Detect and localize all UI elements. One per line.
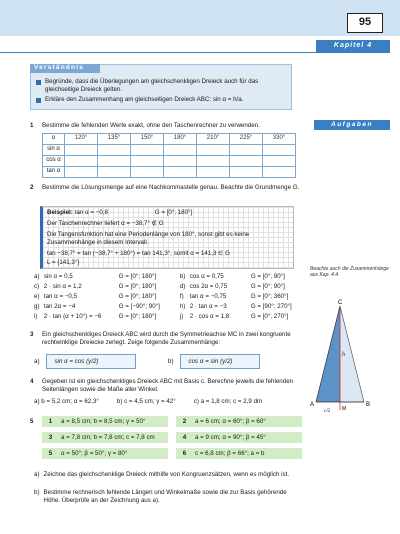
example-equation: tan α = −0,8 — [74, 209, 108, 216]
task4-part: a) b = 5,2 cm; α = 62,3° — [34, 398, 99, 405]
part-text: Zeichne das gleichschenklige Dreieck mithilfe von Kongruenzsätzen, wenn es möglich ist. — [43, 471, 290, 478]
table-header-cell: 120° — [65, 134, 98, 145]
part-label: g) — [34, 303, 40, 311]
task-number: 3 — [30, 331, 34, 338]
domain: G = [−90°; 90°] — [118, 303, 160, 311]
example-line: Die Tangensfunktion hat eine Periodenlänge von 180°, sonst gibt es keine Zusammenhänge in diesem Intervall. — [47, 231, 250, 246]
part-label: d) — [179, 283, 186, 291]
task-number: 2 — [30, 184, 34, 191]
dataset-text: a = 8,5 cm; b = 8,5 cm; γ = 50° — [61, 417, 146, 425]
table-header-cell: 225° — [230, 134, 263, 145]
task5-a — [34, 471, 302, 479]
dataset-number: 5 — [48, 449, 53, 457]
header-band — [0, 0, 400, 36]
domain: G = [0°; 180°] — [118, 283, 157, 291]
dataset-text: a = 7,8 cm; b = 7,8 cm; c = 7,8 cm — [61, 433, 155, 441]
part-label: b) — [179, 273, 186, 281]
example-line: Der Taschenrechner liefert α = −38,7° ∉ G — [47, 220, 164, 227]
formula-box: cos α = sin (γ/2) — [180, 354, 260, 369]
formula-a — [34, 354, 136, 369]
part-label: f) — [179, 293, 184, 301]
equation-row — [34, 312, 306, 322]
task-text: Bestimme die fehlenden Werte exakt, ohne den Taschenrechner zu verwenden. — [42, 122, 260, 129]
task-text: Ein gleichschenkliges Dreieck ABC wird durch die Symmetrieachse MC in zwei kongruente rechtwinklige Dreiecke zerlegt. Zeige folgende Zusammenhänge: — [42, 331, 291, 346]
table-cell — [65, 145, 98, 156]
table-cell — [230, 156, 263, 167]
equation: sin α = 0,5 — [43, 273, 73, 281]
equation: tan α = −0,5 — [43, 293, 78, 301]
example-line: L = {141,3°} — [47, 259, 80, 266]
task4-part: b) c = 4,5 cm; γ = 42° — [116, 398, 176, 405]
example-line: tan −38,7° = tan (−38,7° + 180°) = tan 141,3°, somit α = 141,3 ∈ G — [47, 250, 230, 257]
equation: 2 · cos α = 1,8 — [189, 313, 230, 321]
table-cell — [263, 167, 296, 178]
verstaendnis-item — [36, 96, 288, 104]
height-label: h — [342, 352, 345, 358]
dataset-number: 1 — [48, 417, 53, 425]
part-text: Bestimme rechnerisch fehlende Längen und Winkelmaße sowie die zur Basis gehörende Höhe. Überprüfe an der Zeichnung aus a). — [43, 489, 287, 504]
table-cell — [263, 145, 296, 156]
vertex-b-label: B — [366, 402, 371, 408]
formula-b — [168, 354, 260, 369]
dataset-item — [42, 448, 168, 459]
equation-row — [34, 272, 306, 282]
verstaendnis-item-text: Begründe, dass die Überlegungen am gleichschenkligen Dreieck auch für das gleichseitige Dreieck gelten. — [45, 78, 259, 93]
domain: G = [90°; 270°] — [250, 303, 292, 311]
part-label: b) — [34, 489, 40, 496]
table-header-cell: 180° — [164, 134, 197, 145]
equation-row — [34, 302, 306, 312]
dataset-text: a = 6 cm; α = 60°; β = 60° — [195, 417, 266, 425]
task-number: 4 — [30, 378, 34, 385]
table-header-row — [43, 134, 296, 145]
equation-row — [34, 282, 306, 292]
part-label: c) — [34, 283, 40, 291]
table-cell — [197, 156, 230, 167]
domain: G = [0°; 180°] — [118, 313, 157, 321]
part-label: h) — [179, 303, 186, 311]
example-line — [47, 209, 287, 217]
dataset-text: α = 50°; β = 50°; γ = 80° — [61, 449, 128, 457]
part-label: e) — [34, 293, 40, 301]
domain: G = [0°; 90°] — [250, 283, 285, 291]
dataset-item — [42, 416, 168, 427]
chapter-label: Kapitel 4 — [316, 40, 390, 52]
verstaendnis-title: Verständnis — [30, 64, 100, 73]
task-number: 1 — [30, 122, 34, 129]
midpoint-m-label: M — [342, 406, 347, 412]
aufgaben-label: Aufgaben — [314, 120, 390, 130]
table-row — [43, 145, 296, 156]
dataset-number: 6 — [182, 449, 187, 457]
dataset-item — [176, 416, 302, 427]
task-text: Gegeben ist ein gleichschenkliges Dreieck ABC mit Basis c. Berechne jeweils die fehlenden Seitenlängen sowie die Maße aller Winkel. — [42, 378, 294, 393]
table-cell — [65, 167, 98, 178]
equation: 2 · tan α = −3 — [189, 303, 227, 311]
table-row-label: cos α — [43, 156, 65, 167]
table-header-cell: 210° — [197, 134, 230, 145]
equation: tan 2α = −4 — [43, 303, 76, 311]
task-number: 5 — [30, 418, 34, 425]
example-box — [40, 206, 294, 269]
equation-row — [34, 292, 306, 302]
part-label: a) — [34, 273, 40, 281]
verstaendnis-item-text: Erkläre den Zusammenhang am gleichseitigen Dreieck ABC: sin α = h/a. — [45, 96, 244, 103]
part-label: i) — [34, 313, 38, 321]
table-cell — [131, 145, 164, 156]
table-row — [43, 156, 296, 167]
bullet-square-icon — [36, 98, 41, 103]
table-header-cell: 135° — [98, 134, 131, 145]
dataset-text: a = 9 cm; α = 90°; β = 45° — [195, 433, 266, 441]
part-label: a) — [34, 357, 40, 365]
table-cell — [230, 167, 263, 178]
verstaendnis-item — [36, 78, 288, 94]
table-cell — [197, 167, 230, 178]
task5-b — [34, 489, 302, 505]
table-row — [43, 167, 296, 178]
domain: G = [0°; 360°] — [250, 293, 289, 301]
domain: G = [0°; 180°] — [118, 293, 157, 301]
value-table — [42, 133, 296, 178]
side-a-label: a — [322, 352, 325, 358]
vertex-a-label: A — [310, 402, 315, 408]
dataset-item — [176, 448, 302, 459]
dataset-number: 4 — [182, 433, 187, 441]
example-label: Beispiel: — [47, 209, 73, 216]
dataset-item — [176, 432, 302, 443]
table-cell — [164, 145, 197, 156]
table-cell — [263, 156, 296, 167]
table-cell — [197, 145, 230, 156]
vertex-c-label: C — [338, 300, 343, 306]
example-domain: G = [0°; 180°] — [154, 209, 193, 216]
table-header-cell: α — [43, 134, 65, 145]
table-cell — [131, 167, 164, 178]
equation-list — [34, 272, 306, 322]
table-row-label: sin α — [43, 145, 65, 156]
equation: cos 2α = 0,75 — [189, 283, 228, 291]
table-row-label: tan α — [43, 167, 65, 178]
half-base-label: c/2 — [324, 409, 331, 414]
table-cell — [98, 167, 131, 178]
table-cell — [98, 156, 131, 167]
table-header-cell: 330° — [263, 134, 296, 145]
part-label: j) — [179, 313, 184, 321]
table-cell — [230, 145, 263, 156]
task4-parts — [34, 398, 262, 406]
table-cell — [164, 156, 197, 167]
triangle-figure — [308, 298, 398, 428]
side-note: Beachte auch die Zusammenhänge aus Kap. 4.4. — [310, 266, 389, 279]
equation: 2 · tan (α + 10°) = −6 — [43, 313, 102, 321]
bullet-square-icon — [36, 80, 41, 85]
equation: tan α = −0,75 — [189, 293, 227, 301]
part-label: b) — [168, 357, 174, 365]
domain: G = [0°; 270°] — [250, 313, 289, 321]
table-cell — [131, 156, 164, 167]
page-number: 95 — [347, 13, 383, 33]
formula-box: sin α = cos (γ/2) — [46, 354, 136, 369]
part-label: a) — [34, 471, 40, 478]
task4-part: c) a = 1,8 cm; c = 2,9 dm — [193, 398, 263, 405]
header-rule — [0, 52, 390, 53]
dataset-text: c = 6,8 cm; β = 66°; a = b — [195, 449, 265, 457]
dataset-number: 3 — [48, 433, 53, 441]
dataset-item — [42, 432, 168, 443]
table-cell — [164, 167, 197, 178]
table-cell — [65, 156, 98, 167]
equation: 2 · sin α = 1,2 — [43, 283, 82, 291]
table-header-cell: 150° — [131, 134, 164, 145]
dataset-number: 2 — [182, 417, 187, 425]
domain: G = [0°; 90°] — [250, 273, 285, 281]
task-text: Bestimme die Lösungsmenge auf eine Nachkommastelle genau. Beachte die Grundmenge G. — [42, 184, 300, 191]
domain: G = [0°; 180°] — [118, 273, 157, 281]
dataset-grid — [42, 416, 304, 459]
table-cell — [98, 145, 131, 156]
equation: cos α = 0,75 — [189, 273, 224, 281]
